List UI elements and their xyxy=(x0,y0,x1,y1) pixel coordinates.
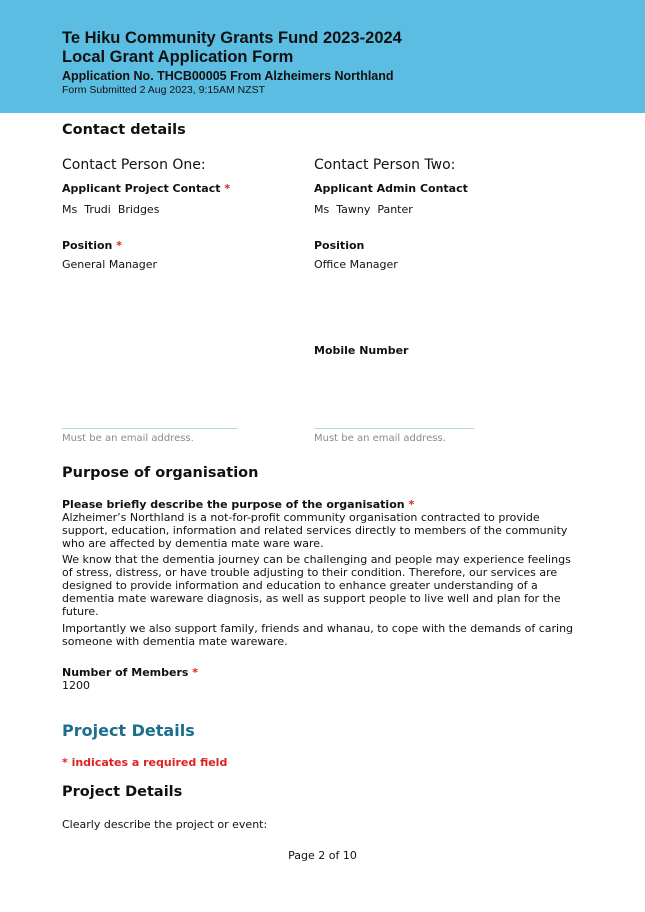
position-one-label xyxy=(62,239,122,252)
purpose-paragraph-3: Importantly we also support family, friends and whanau, to cope with the demands of caring someone with dementia mate wareware. xyxy=(62,622,574,648)
application-number: Application No. THCB00005 From Alzheimers Northland xyxy=(62,69,394,83)
form-header xyxy=(0,0,645,113)
form-title: Local Grant Application Form xyxy=(62,48,294,66)
contact-section-title: Contact details xyxy=(62,122,186,138)
required-mark: * xyxy=(408,498,415,511)
purpose-section-title: Purpose of organisation xyxy=(62,465,259,481)
required-mark: * xyxy=(116,239,122,252)
email-two-hint: Must be an email address. xyxy=(314,433,446,444)
project-describe-label: Clearly describe the project or event: xyxy=(62,818,268,831)
required-field-note: * indicates a required field xyxy=(62,756,228,769)
email-one-field[interactable] xyxy=(62,428,238,429)
purpose-paragraph-1: Alzheimer’s Northland is a not-for-profit community organisation contracted to provide support, education, information and related services directly to members of the community who are affected by dementia mate ware ware. xyxy=(62,511,568,550)
project-details-section-title: Project Details xyxy=(62,784,183,800)
page-number: Page 2 of 10 xyxy=(288,849,357,862)
admin-contact-value: Ms Tawny Panter xyxy=(314,203,413,216)
members-label xyxy=(62,666,198,679)
email-two-field[interactable] xyxy=(314,428,474,429)
project-details-heading: Project Details xyxy=(62,721,195,740)
admin-contact-label: Applicant Admin Contact xyxy=(314,182,468,195)
position-two-value: Office Manager xyxy=(314,258,398,271)
submission-timestamp: Form Submitted 2 Aug 2023, 9:15AM NZST xyxy=(62,84,266,96)
project-contact-value: Ms Trudi Bridges xyxy=(62,203,160,216)
fund-title: Te Hiku Community Grants Fund 2023-2024 xyxy=(62,29,402,47)
position-two-label: Position xyxy=(314,239,365,252)
purpose-paragraph-2: We know that the dementia journey can be challenging and people may experience feelings of stress, distress, or have trouble adjusting to their condition. Therefore, our services are designed to provide information and education to enhance greater understanding of a dementia mate wareware diagnosis, as well as support people to live well and plan for the future. xyxy=(62,553,571,618)
contact-person-one-heading: Contact Person One: xyxy=(62,157,206,173)
contact-person-two-heading: Contact Person Two: xyxy=(314,157,456,173)
position-one-value: General Manager xyxy=(62,258,158,271)
email-one-hint: Must be an email address. xyxy=(62,433,194,444)
position-one-label-text: Position xyxy=(62,239,113,252)
mobile-number-label: Mobile Number xyxy=(314,344,409,357)
members-label-text: Number of Members xyxy=(62,666,189,679)
required-mark: * xyxy=(192,666,199,679)
members-value: 1200 xyxy=(62,679,90,692)
project-contact-label xyxy=(62,182,230,195)
project-contact-label-text: Applicant Project Contact xyxy=(62,182,221,195)
purpose-question xyxy=(62,498,414,511)
purpose-question-text: Please briefly describe the purpose of the organisation xyxy=(62,498,405,511)
required-mark: * xyxy=(224,182,231,195)
